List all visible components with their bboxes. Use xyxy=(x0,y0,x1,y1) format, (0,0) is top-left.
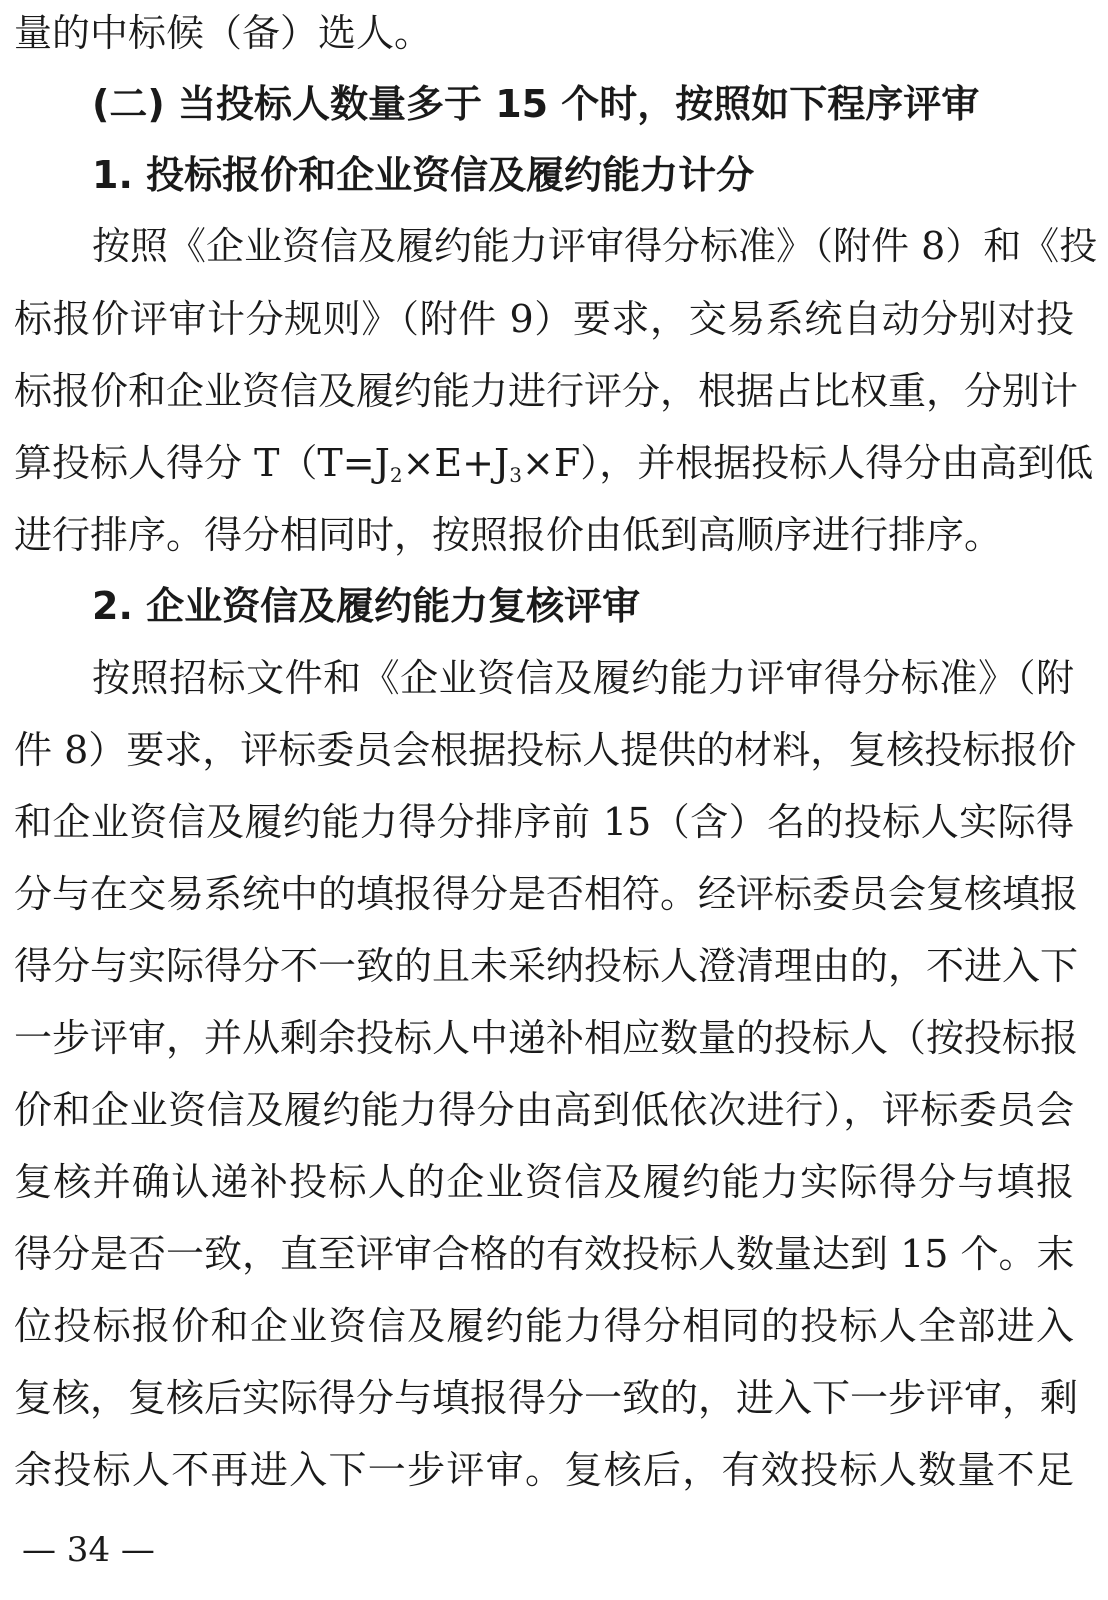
subsection-heading: 2. 企业资信及履约能力复核评审 xyxy=(92,584,641,628)
paragraph-line: 和企业资信及履约能力得分排序前 15（含）名的投标人实际得 xyxy=(14,800,1074,844)
paragraph-line: 进行排序。得分相同时，按照报价由低到高顺序进行排序。 xyxy=(14,513,1003,557)
formula-subscript: 3 xyxy=(509,463,522,487)
paragraph-line: 复核，复核后实际得分与填报得分一致的，进入下一步评审，剩 xyxy=(14,1376,1079,1420)
paragraph-line: 分与在交易系统中的填报得分是否相符。经评标委员会复核填报 xyxy=(14,872,1079,916)
page-number: — 34 — xyxy=(22,1530,155,1570)
paragraph-line: 得分与实际得分不一致的且未采纳投标人澄清理由的，不进入下 xyxy=(14,944,1079,988)
paragraph-line: 标报价和企业资信及履约能力进行评分，根据占比权重，分别计 xyxy=(14,369,1079,413)
paragraph-line: 价和企业资信及履约能力得分由高到低依次进行），评标委员会 xyxy=(14,1088,1074,1132)
paragraph-line: 一步评审，并从剩余投标人中递补相应数量的投标人（按投标报 xyxy=(14,1016,1079,1060)
paragraph-line: 按照招标文件和《企业资信及履约能力评审得分标准》（附 xyxy=(92,656,1074,700)
paragraph-line: 标报价评审计分规则》（附件 9）要求，交易系统自动分别对投 xyxy=(14,297,1074,341)
paragraph-line: 位投标报价和企业资信及履约能力得分相同的投标人全部进入 xyxy=(14,1304,1074,1348)
subsection-heading: 1. 投标报价和企业资信及履约能力计分 xyxy=(92,153,755,197)
formula-text-pre: 算投标人得分 T（T=J xyxy=(14,441,390,485)
paragraph-line: 余投标人不再进入下一步评审。复核后，有效投标人数量不足 xyxy=(14,1448,1074,1492)
formula-subscript: 2 xyxy=(389,463,403,487)
paragraph-line: 量的中标候（备）选人。 xyxy=(14,11,433,55)
paragraph-line: 件 8）要求，评标委员会根据投标人提供的材料，复核投标报价 xyxy=(14,728,1077,772)
formula-text-post: ×F），并根据投标人得分由高到低 xyxy=(521,441,1094,485)
paragraph-line: 得分是否一致，直至评审合格的有效投标人数量达到 15 个。末 xyxy=(14,1232,1075,1276)
paragraph-line: 按照《企业资信及履约能力评审得分标准》（附件 8）和《投 xyxy=(92,224,1098,268)
section-heading: (二) 当投标人数量多于 15 个时，按照如下程序评审 xyxy=(92,82,980,126)
paragraph-line: 复核并确认递补投标人的企业资信及履约能力实际得分与填报 xyxy=(14,1160,1074,1204)
formula-text-mid: ×E+J xyxy=(402,441,510,485)
formula-line xyxy=(14,438,1094,488)
